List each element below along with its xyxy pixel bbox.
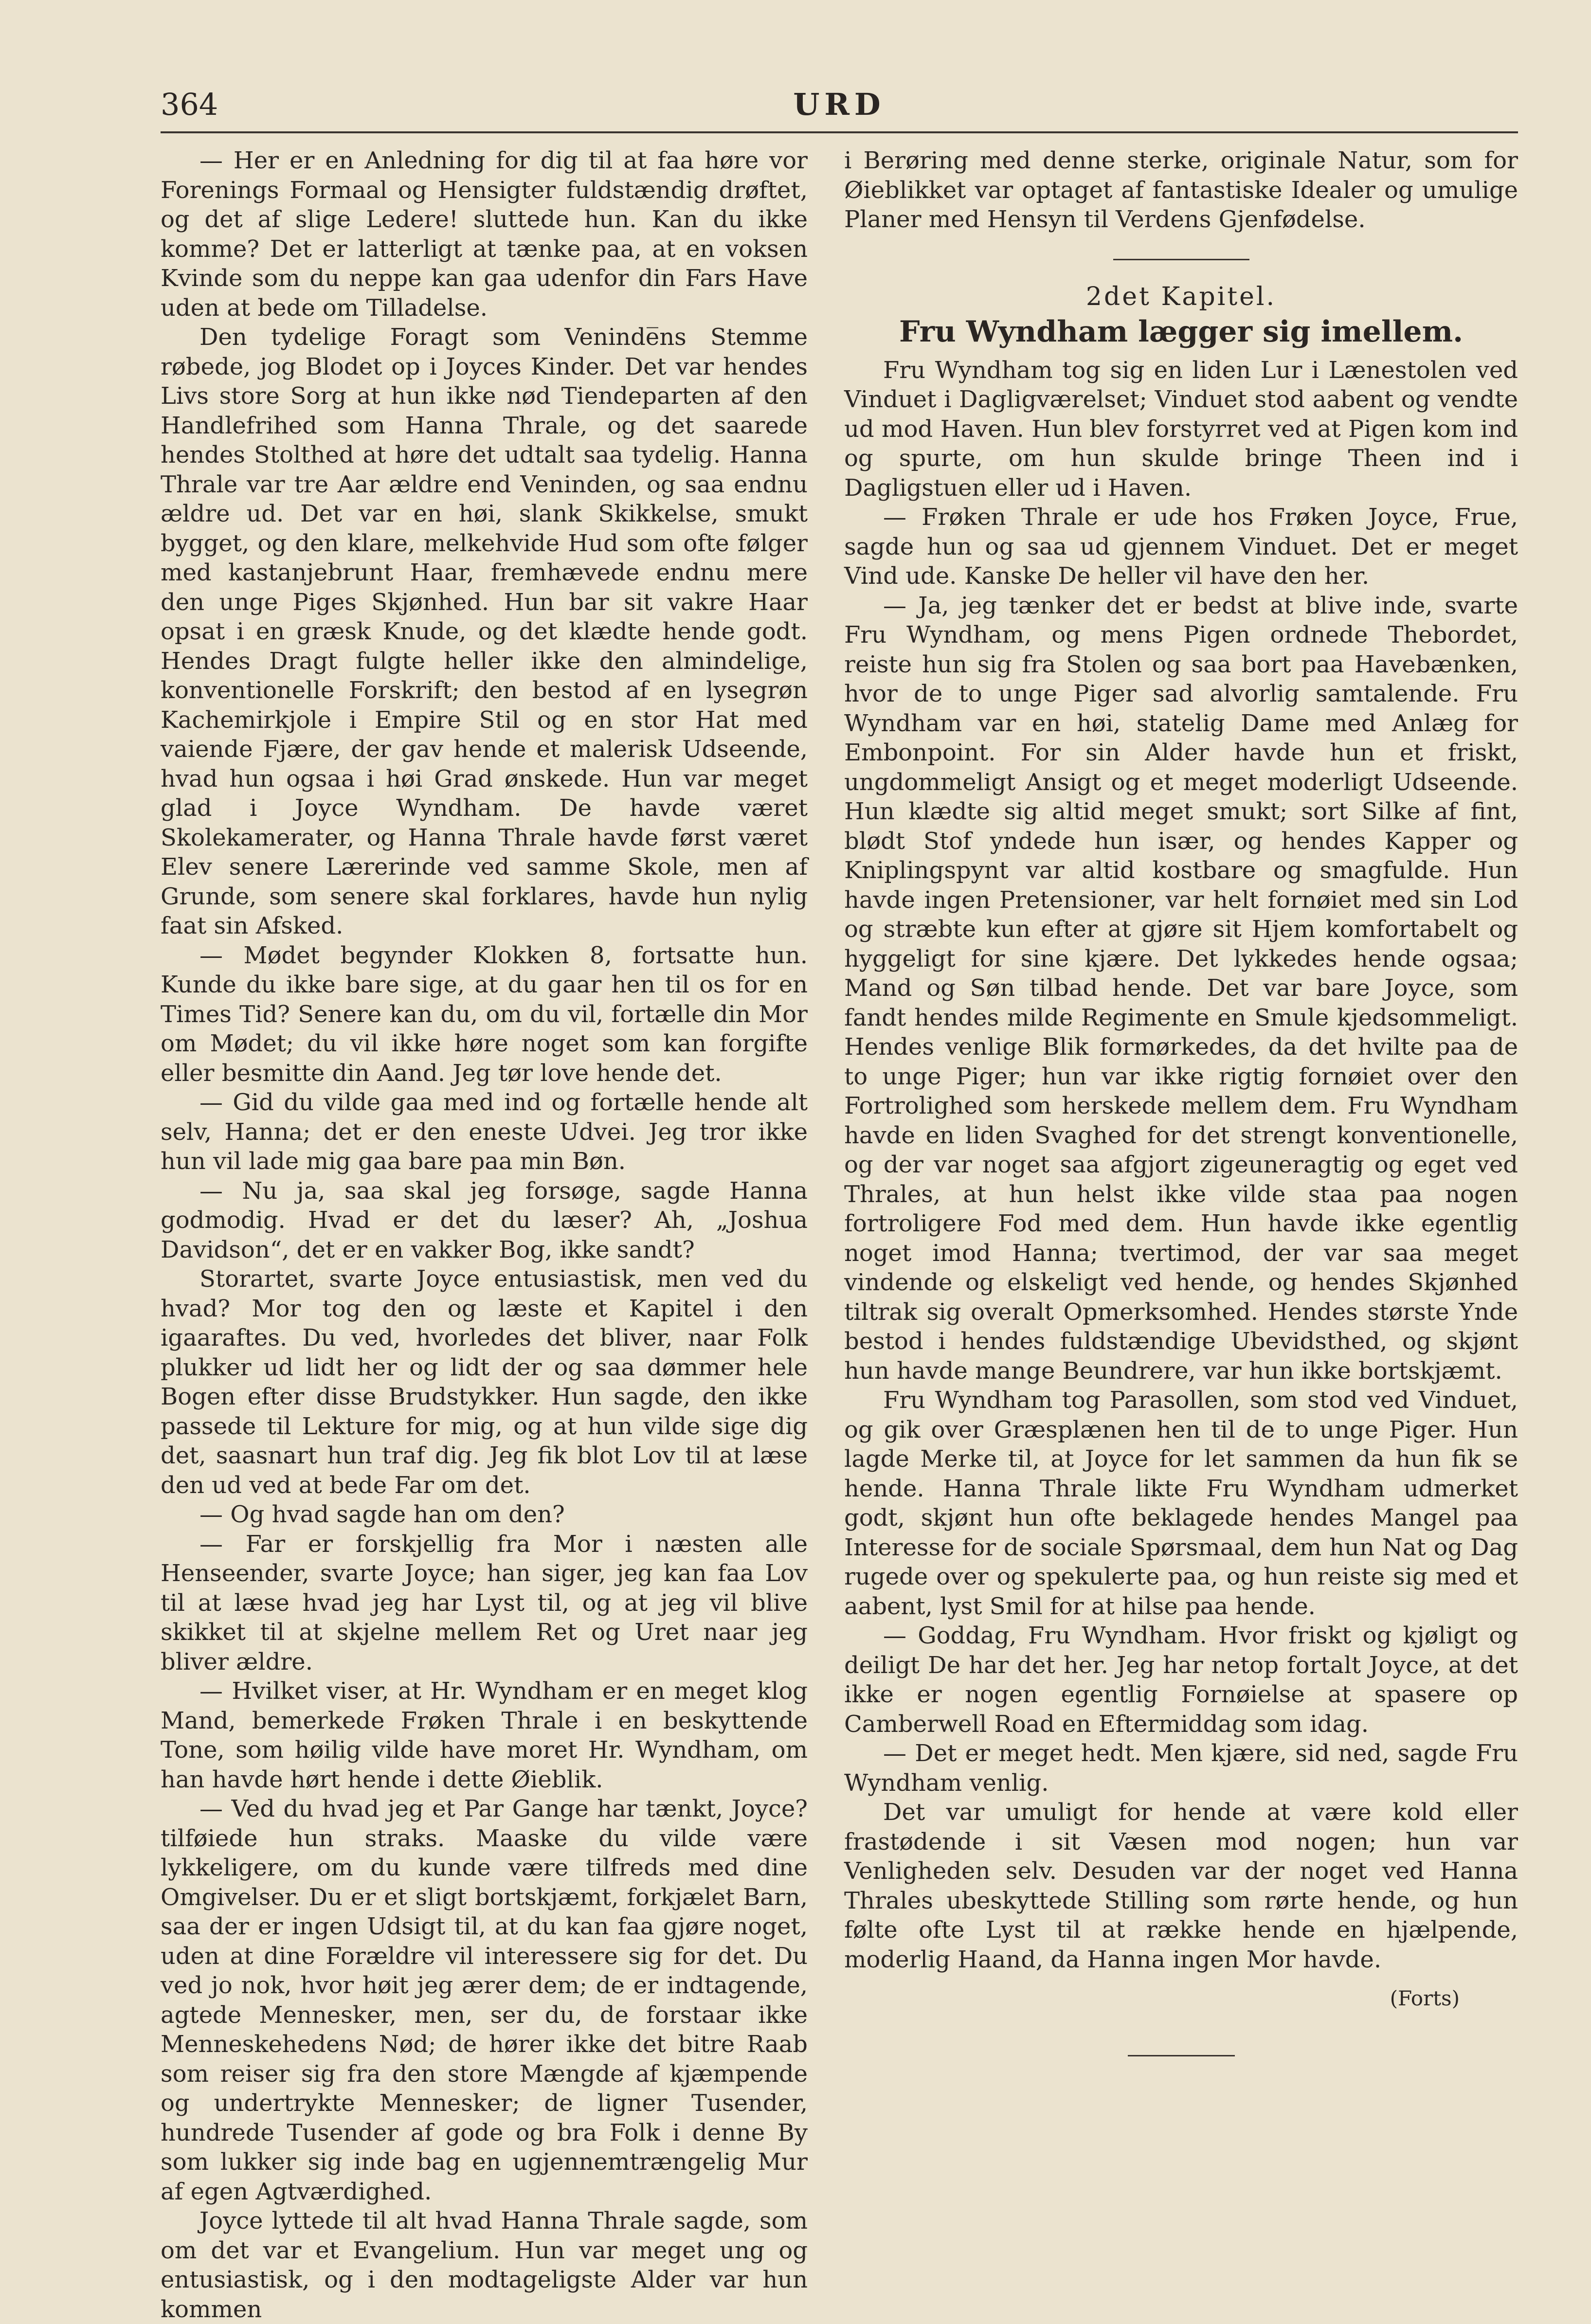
paragraph: — Hvilket viser, at Hr. Wyndham er en meget klog Mand, bemerkede Frøken Thrale i en beskyttende Tone, som høilig vilde have moret Hr. Wyndham, om han havde hørt hende i dette Øieblik. (161, 1677, 808, 1793)
paragraph: Joyce lyttede til alt hvad Hanna Thrale sagde, som om det var et Evangelium. Hun var meget ung og entusiastisk, og i den modtageligste Alder var hun kommen (161, 2207, 808, 2323)
chapter-title: Fru Wyndham lægger sig imellem. (899, 315, 1463, 349)
end-rule (1128, 2055, 1235, 2056)
paragraph: Fru Wyndham tog Parasollen, som stod ved Vinduet, og gik over Græsplænen hen til de to unge Piger. Hun lagde Merke til, at Joyce for let sammen da hun fik se hende. Hanna Thrale likte Fru Wyndham udmerket godt, skjønt hun ofte beklagede hendes Mangel paa Interesse for de sociale Spørsmaal, dem hun Nat og Dag rugede over og spekulerte paa, og hun reiste sig med et aabent, lyst Smil for at hilse paa hende. (844, 1387, 1518, 1620)
paragraph: — Ved du hvad jeg et Par Gange har tænkt, Joyce? tilføiede hun straks. Maaske du vilde være lykkeligere, om du kunde være tilfreds med dine Omgivelser. Du er et sligt bortskjæmt, forkjælet Barn, saa der er ingen Udsigt til, at du kan faa gjøre noget, uden at dine Forældre vil interessere sig for det. Du ved jo nok, hvor høit jeg ærer dem; de er indtagende, agtede Mennesker, men, ser du, de forstaar ikke Menneskehedens Nød; de hører ikke det bitre Raab som reiser sig fra den store Mængde af kjæmpende og undertrykte Mennesker; de ligner Tusender, hundrede Tusender af gode og bra Folk i denne By som lukker sig inde bag en ugjennemtrængelig Mur af egen Agtværdighed. (161, 1795, 808, 2205)
page-header (161, 83, 1518, 133)
paragraph: — Mødet begynder Klokken 8, fortsatte hun. Kunde du ikke bare sige, at du gaar hen til os for en Times Tid? Senere kan du, om du vil, fortælle din Mor om Mødet; du vil ikke høre noget som kan forgifte eller besmitte din Aand. Jeg tør love hende det. (161, 941, 808, 1087)
paragraph: — Nu ja, saa skal jeg forsøge, sagde Hanna godmodig. Hvad er det du læser? Ah, „Joshua Davidson“, det er en vakker Bog, ikke sandt? (161, 1177, 808, 1263)
paragraph: Fru Wyndham tog sig en liden Lur i Lænestolen ved Vinduet i Dagligværelset; Vinduet stod aabent og vendte ud mod Haven. Hun blev forstyrret ved at Pigen kom ind og spurte, om hun skulde bringe Theen ind i Dagligstuen eller ud i Haven. (844, 356, 1518, 502)
paragraph: — Det er meget hedt. Men kjære, sid ned, sagde Fru Wyndham venlig. (844, 1740, 1518, 1797)
right-column (844, 146, 1518, 2056)
running-head: URD (793, 87, 886, 122)
paragraph: — Goddag, Fru Wyndham. Hvor friskt og kjøligt og deiligt De har det her. Jeg har netop fortalt Joyce, at det ikke er nogen egentlig Fornøielse at spasere op Camberwell Road en Eftermiddag som idag. (844, 1622, 1518, 1738)
paragraph: Det var umuligt for hende at være kold eller frastødende i sit Væsen mod nogen; hun var Venligheden selv. Desuden var der noget ved Hanna Thrales ubeskyttede Stilling som rørte hende, og hun følte ofte Lyst til at række hende en hjælpende, moderlig Haand, da Hanna ingen Mor havde. (844, 1799, 1518, 1973)
chapter-number: 2det Kapitel. (1085, 282, 1277, 311)
continued-paragraph: i Berøring med denne sterke, originale Natur, som for Øieblikket var optaget af fantastiske Idealer og umulige Planer med Hensyn til Verdens Gjenfødelse. (844, 147, 1518, 233)
page-number: 364 (161, 87, 218, 122)
paragraph: Storartet, svarte Joyce entusiastisk, men ved du hvad? Mor tog den og læste et Kapitel i den igaaraftes. Du ved, hvorledes det bliver, naar Folk plukker ud lidt her og lidt der og saa dømmer hele Bogen efter disse Brudstykker. Hun sagde, den ikke passede til Lekture for mig, og at hun vilde sige dig det, saasnart hun traf dig. Jeg fik blot Lov til at læse den ud ved at bede Far om det. (161, 1265, 808, 1499)
paragraph: Den tydelige Foragt som Veninde̅ns Stemme røbede, jog Blodet op i Joyces Kinder. Det var hendes Livs store Sorg at hun ikke nød Tiendeparten af den Handlefrihed som Hanna Thrale, og det saarede hendes Stolthed at høre det udtalt saa tydelig. Hanna Thrale var tre Aar ældre end Veninden, og saa endnu ældre ud. Det var en høi, slank Skikkelse, smukt bygget, og den klare, melkehvide Hud som ofte følger med kastanjebrunt Haar, fremhævede endnu mere den unge Piges Skjønhed. Hun bar sit vakre Haar opsat i en græsk Knude, og det klædte hende godt. Hendes Dragt fulgte heller ikke den almindelige, konventionelle Forskrift; den bestod af en lysegrøn Kachemirkjole i Empire Stil og en stor Hat med vaiende Fjære, der gav hende et malerisk Udseende, hvad hun ogsaa i høi Grad ønskede. Hun var meget glad i Joyce Wyndham. De havde været Skolekamerater, og Hanna Thrale havde først været Elev senere Lærerinde ved samme Skole, men af Grunde, som senere skal forklares, havde hun nylig faat sin Afsked. (161, 324, 808, 939)
section-divider (1113, 259, 1249, 260)
paragraph: — Og hvad sagde han om den? (199, 1501, 565, 1528)
paragraph: — Gid du vilde gaa med ind og fortælle hende alt selv, Hanna; det er den eneste Udvei. Jeg tror ikke hun vil lade mig gaa bare paa min Bøn. (161, 1089, 808, 1175)
continued-marker: (Forts) (1390, 1986, 1460, 2010)
left-column (161, 146, 808, 2324)
paragraph: — Ja, jeg tænker det er bedst at blive inde, svarte Fru Wyndham, og mens Pigen ordnede Thebordet, reiste hun sig fra Stolen og saa bort paa Havebænken, hvor de to unge Piger sad alvorlig samtalende. Fru Wyndham var en høi, statelig Dame med Anlæg for Embonpoint. For sin Alder havde hun et friskt, ungdommeligt Ansigt og et meget moderligt Udseende. Hun klædte sig altid meget smukt; sort Silke af fint, blødt Stof yndede hun især, og hendes Kapper og Kniplingspynt var altid kostbare og smagfulde. Hun havde ingen Pretensioner, var helt fornøiet med sin Lod og stræbte kun efter at gjøre sit Hjem komfortabelt og hyggeligt for sine kjære. Det lykkedes hende ogsaa; Mand og Søn tilbad hende. Det var bare Joyce, som fandt hendes milde Regimente en Smule kjedsommeligt. Hendes venlige Blik formørkedes, da det hvilte paa de to unge Piger; hun var ikke rigtig fornøiet over den Fortrolighed som herskede mellem dem. Fru Wyndham havde en liden Svaghed for det strengt konventionelle, og der var noget saa afgjort zigeuneragtig og eget ved Thrales, at hun helst ikke vilde staa paa nogen fortroligere Fod med dem. Hun havde ikke egentlig noget imod Hanna; tvertimod, der var saa meget vindende og elskeligt ved hende, og hendes Skjønhed tiltrak sig overalt Opmerksomhed. Hendes største Ynde bestod i hendes fuldstændige Ubevidsthed, og skjønt hun havde mange Beundrere, var hun ikke bortskjæmt. (844, 592, 1518, 1385)
paragraph: — Her er en Anledning for dig til at faa høre vor Forenings Formaal og Hensigter fuldstændig drøftet, og det af slige Ledere! sluttede hun. Kan du ikke komme? Det er latterligt at tænke paa, at en voksen Kvinde som du neppe kan gaa udenfor din Fars Have uden at bede om Tilladelse. (161, 147, 808, 322)
paragraph: — Frøken Thrale er ude hos Frøken Joyce, Frue, sagde hun og saa ud gjennem Vinduet. Det er meget Vind ude. Kanske De heller vil have den her. (844, 504, 1518, 590)
paragraph: — Far er forskjellig fra Mor i næsten alle Henseender, svarte Joyce; han siger, jeg kan faa Lov til at læse hvad jeg har Lyst til, og at jeg vil blive skikket til at skjelne mellem Ret og Uret naar jeg bliver ældre. (161, 1530, 808, 1675)
